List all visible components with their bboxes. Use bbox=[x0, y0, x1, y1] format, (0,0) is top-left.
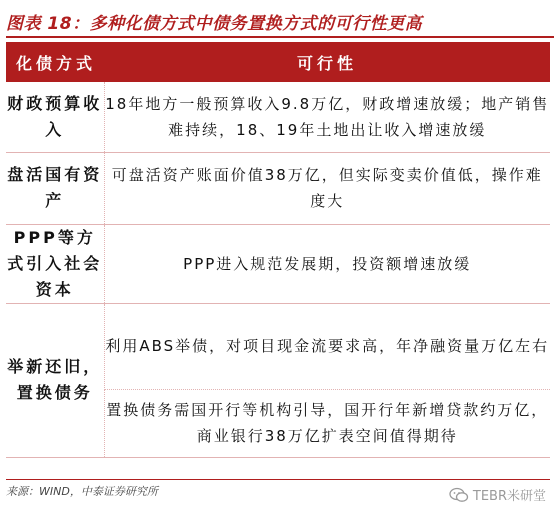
table-row bbox=[6, 82, 550, 152]
feasibility-cell: 可盘活资产账面价值38万亿，但实际变卖价值低，操作难度大 bbox=[104, 152, 550, 224]
table-header-row bbox=[6, 42, 550, 82]
feasibility-table bbox=[6, 42, 550, 458]
header-feasibility: 可行性 bbox=[104, 42, 550, 82]
figure-caption: 图表 18：多种化债方式中债务置换方式的可行性更高 bbox=[6, 13, 423, 34]
wechat-icon bbox=[449, 487, 469, 503]
method-cell: 财政预算收入 bbox=[6, 82, 104, 152]
feasibility-cell: 置换债务需国开行等机构引导，国开行年新增贷款约万亿，商业银行38万亿扩表空间值得期待 bbox=[104, 389, 550, 457]
watermark-text: TEBR米研堂 bbox=[472, 489, 546, 504]
table-row bbox=[6, 224, 550, 303]
header-method: 化债方式 bbox=[6, 42, 104, 82]
method-cell: 举新还旧，置换债务 bbox=[6, 303, 104, 457]
feasibility-cell: 利用ABS举债，对项目现金流要求高，年净融资量万亿左右 bbox=[104, 303, 550, 389]
watermark bbox=[449, 485, 546, 504]
footer-divider bbox=[6, 479, 550, 480]
feasibility-cell: PPP进入规范发展期，投资额增速放缓 bbox=[104, 224, 550, 303]
method-cell: PPP等方式引入社会资本 bbox=[6, 224, 104, 303]
table-row bbox=[6, 303, 550, 389]
method-cell: 盘活国有资产 bbox=[6, 152, 104, 224]
table-row bbox=[6, 152, 550, 224]
source-note: 来源：WIND，中泰证券研究所 bbox=[6, 485, 158, 498]
feasibility-cell: 18年地方一般预算收入9.8万亿，财政增速放缓；地产销售难持续，18、19年土地出让收入增速放缓 bbox=[104, 82, 550, 152]
caption-divider bbox=[6, 36, 554, 38]
